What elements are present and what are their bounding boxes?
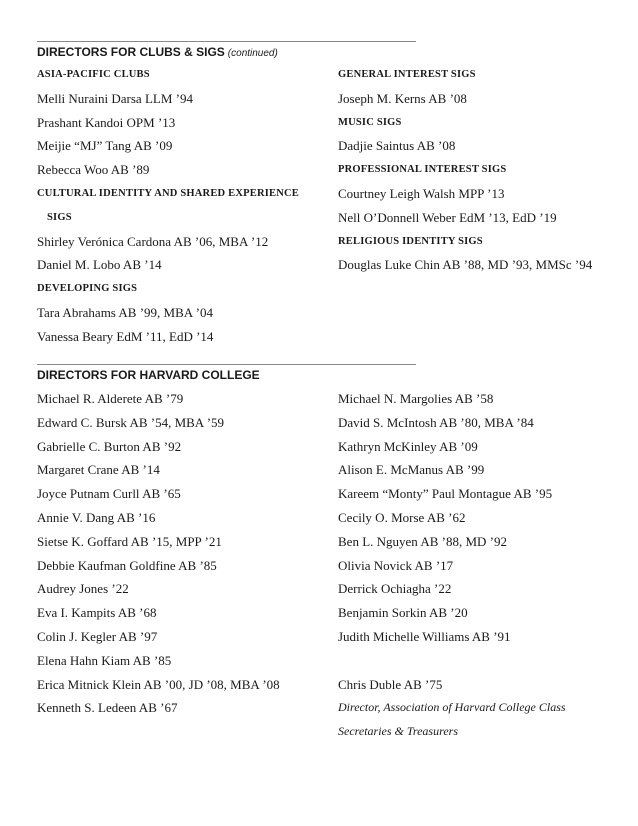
director-name: Gabrielle C. Burton AB ’92 xyxy=(37,438,182,454)
director-role: Director, Association of Harvard College Class xyxy=(338,700,566,715)
director-name: Ben L. Nguyen AB ’88, MD ’92 xyxy=(338,533,507,549)
director-name: Margaret Crane AB ’14 xyxy=(37,462,160,478)
college-title-text: DIRECTORS FOR HARVARD COLLEGE xyxy=(37,368,260,382)
member-name: Prashant Kandoi OPM ’13 xyxy=(37,114,176,130)
member-name: Meijie “MJ” Tang AB ’09 xyxy=(37,138,173,154)
clubs-title-text: DIRECTORS FOR CLUBS & SIGS xyxy=(37,45,225,59)
member-name: Tara Abrahams AB ’99, MBA ’04 xyxy=(37,304,214,320)
director-name: Olivia Novick AB ’17 xyxy=(338,557,454,573)
clubs-left-column xyxy=(37,63,327,349)
clubs-right-column xyxy=(338,63,628,277)
director-name: Erica Mitnick Klein AB ’00, JD ’08, MBA ’08 xyxy=(37,676,280,692)
group-heading: SIGS xyxy=(47,211,72,223)
director-name: Cecily O. Morse AB ’62 xyxy=(338,509,466,525)
group-heading: ASIA-PACIFIC CLUBS xyxy=(37,69,150,80)
group-heading: PROFESSIONAL INTEREST SIGS xyxy=(338,164,507,176)
director-name: Annie V. Dang AB ’16 xyxy=(37,509,156,525)
director-name: Colin J. Kegler AB ’97 xyxy=(37,628,158,644)
member-name: Dadjie Saintus AB ’08 xyxy=(338,138,456,154)
director-name: David S. McIntosh AB ’80, MBA ’84 xyxy=(338,414,534,430)
member-name: Vanessa Beary EdM ’11, EdD ’14 xyxy=(37,328,214,344)
group-heading: GENERAL INTEREST SIGS xyxy=(338,69,476,80)
middle-divider xyxy=(37,364,416,365)
continued-label: (continued) xyxy=(227,48,278,59)
director-name: Benjamin Sorkin AB ’20 xyxy=(338,605,468,621)
director-name: Elena Hahn Kiam AB ’85 xyxy=(37,652,172,668)
director-name: Kenneth S. Ledeen AB ’67 xyxy=(37,700,178,716)
director-name: Eva I. Kampits AB ’68 xyxy=(37,605,157,621)
college-right-column xyxy=(338,387,628,744)
member-name: Douglas Luke Chin AB ’88, MD ’93, MMSc ’94 xyxy=(338,257,593,273)
director-name: Joyce Putnam Curll AB ’65 xyxy=(37,486,181,502)
director-name: Michael R. Alderete AB ’79 xyxy=(37,391,184,406)
group-heading: DEVELOPING SIGS xyxy=(37,283,138,295)
college-left-column xyxy=(37,387,327,720)
director-name: Kathryn McKinley AB ’09 xyxy=(338,438,478,454)
director-name: Debbie Kaufman Goldfine AB ’85 xyxy=(37,557,217,573)
top-divider xyxy=(37,41,416,42)
group-heading: RELIGIOUS IDENTITY SIGS xyxy=(338,235,483,247)
director-role: Secretaries & Treasurers xyxy=(338,724,458,739)
group-heading: CULTURAL IDENTITY AND SHARED EXPERIENCE xyxy=(37,187,299,199)
director-name: Sietse K. Goffard AB ’15, MPP ’21 xyxy=(37,533,222,549)
group-heading: MUSIC SIGS xyxy=(338,116,402,128)
director-name: Michael N. Margolies AB ’58 xyxy=(338,391,494,406)
member-name: Shirley Verónica Cardona AB ’06, MBA ’12 xyxy=(37,233,269,249)
director-name: Derrick Ochiagha ’22 xyxy=(338,581,452,597)
member-name: Daniel M. Lobo AB ’14 xyxy=(37,257,162,273)
member-name: Joseph M. Kerns AB ’08 xyxy=(338,90,467,106)
director-name: Chris Duble AB ’75 xyxy=(338,676,443,692)
member-name: Melli Nuraini Darsa LLM ’94 xyxy=(37,90,193,106)
clubs-section-title xyxy=(37,45,278,59)
director-name: Judith Michelle Williams AB ’91 xyxy=(338,628,511,644)
director-name: Audrey Jones ’22 xyxy=(37,581,129,597)
director-name: Alison E. McManus AB ’99 xyxy=(338,462,485,478)
director-name: Kareem “Monty” Paul Montague AB ’95 xyxy=(338,486,553,502)
member-name: Rebecca Woo AB ’89 xyxy=(37,162,150,178)
spacer xyxy=(338,649,628,673)
member-name: Nell O’Donnell Weber EdM ’13, EdD ’19 xyxy=(338,209,557,225)
college-section-title xyxy=(37,368,260,382)
director-name: Edward C. Bursk AB ’54, MBA ’59 xyxy=(37,414,225,430)
member-name: Courtney Leigh Walsh MPP ’13 xyxy=(338,185,505,201)
